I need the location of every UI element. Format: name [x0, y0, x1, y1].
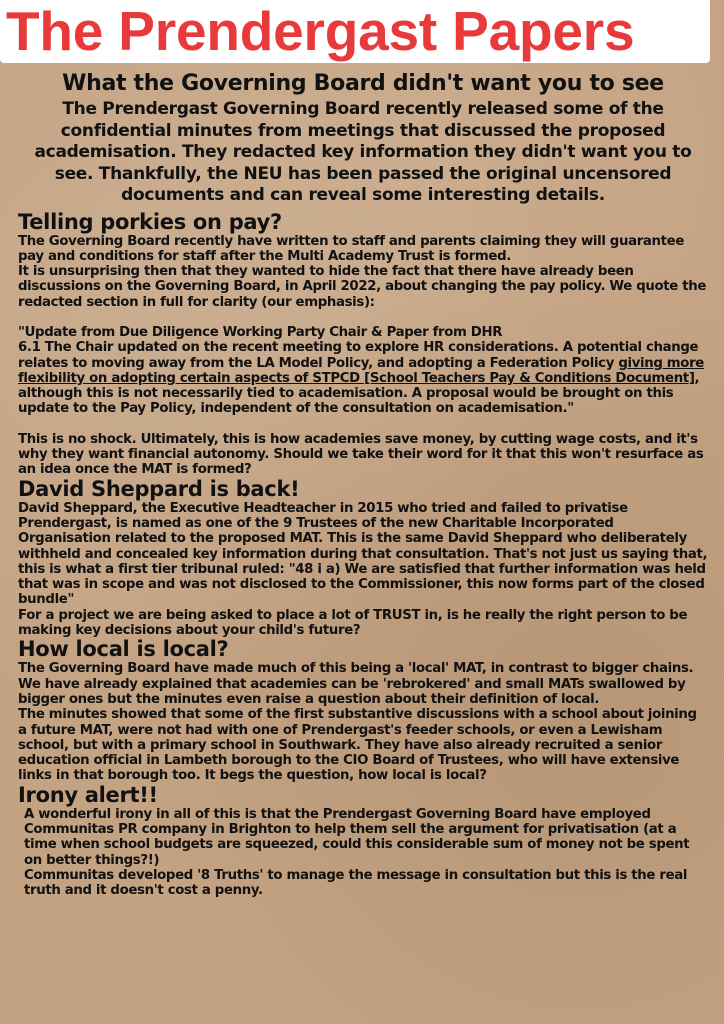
- irony-paragraph-1: A wonderful irony in all of this is that the Prendergast Governing Board have employed Communitas PR company in Brighton to help them sell the argument for privatisation (at a time when school budgets are squeezed, could this considerable sum of money not be spent on better things?!): [24, 806, 690, 868]
- section-local: [18, 638, 708, 783]
- pay-paragraph-3: This is no shock. Ultimately, this is how academies save money, by cutting wage costs, and it's why they want financial autonomy. Should we take their word for it that this won't resurface as an idea once the MAT is formed?: [18, 431, 704, 478]
- subtitle: What the Governing Board didn't want you to see: [62, 71, 664, 96]
- sheppard-paragraph-1: David Sheppard, the Executive Headteacher in 2015 who tried and failed to privatise Prendergast, is named as one of the 9 Trustees of the new Charitable Incorporated Organisation related to the proposed MAT. This is the same David Sheppard who deliberately withheld and concealed key information during that consultation. That's not just us saying that, this is what a first tier tribunal ruled: "48 i a) We are satisfied that further information was held that was in scope and was not disclosed to the Commissioner, this now forms part of the closed bundle": [18, 500, 708, 608]
- pay-paragraph-1: The Governing Board recently have written to staff and parents claiming they will guarantee pay and conditions for staff after the Multi Academy Trust is formed.: [18, 233, 684, 264]
- irony-paragraph-2: Communitas developed '8 Truths' to manage the message in consultation but this is the real truth and it doesn't cost a penny.: [24, 867, 688, 899]
- pay-quote-post: , although this is not necessarily tied to academisation. A proposal would be brought on this update to the Pay Policy, independent of the consultation on academisation.": [18, 370, 700, 417]
- section-heading-irony: Irony alert!!: [18, 782, 158, 807]
- irony-body: [24, 807, 708, 899]
- pay-quote-emphasis: giving more flexibility on adopting certain aspects of STPCD [School Teachers Pay & Conditions Document]: [18, 355, 704, 386]
- local-paragraph-2: The minutes showed that some of the first substantive discussions with a school about joining a future MAT, were not had with one of Prendergast's feeder schools, or even a Lewisham school, but with a primary school in Southwark. They have also already recruited a senior education official in Lambeth borough to the CIO Board of Trustees, who will have extensive links in that borough too. It begs the question, how local is local?: [18, 707, 697, 784]
- spacer: [18, 417, 708, 432]
- pay-paragraph-2: It is unsurprising then that they wanted to hide the fact that there have already been discussions on the Governing Board, in April 2022, about changing the pay policy. We quote the redacted section in full for clarity (our emphasis):: [18, 264, 707, 310]
- section-heading-local: How local is local?: [18, 637, 229, 662]
- sheppard-paragraph-2: For a project we are being asked to place a lot of TRUST in, is he really the right person to be making key decisions about your child's future?: [18, 607, 688, 639]
- intro-paragraph: The Prendergast Governing Board recently released some of the confidential minutes from meetings that discussed the proposed academisation. They redacted key information they didn't want you to see. Thankfully, the NEU has been passed the original uncensored documents and can reveal some interesting details.: [34, 99, 692, 205]
- pay-quote-body: [18, 340, 708, 416]
- title-banner: [0, 0, 710, 63]
- section-sheppard: [18, 478, 708, 639]
- section-irony: [18, 784, 708, 899]
- section-heading-sheppard: David Sheppard is back!: [18, 476, 300, 501]
- spacer: [18, 310, 708, 325]
- section-heading-pay: Telling porkies on pay?: [18, 209, 282, 234]
- article-body: [18, 70, 708, 898]
- pay-quote-heading: "Update from Due Diligence Working Party Chair & Paper from DHR: [18, 324, 503, 340]
- local-paragraph-1: The Governing Board have made much of this being a 'local' MAT, in contrast to bigger chains. We have already explained that academies can be 'rebrokered' and small MATs swallowed by bigger ones but the minutes even raise a question about their definition of local.: [18, 661, 694, 707]
- section-pay: [18, 211, 708, 478]
- newsletter-title: The Prendergast Papers: [6, 0, 635, 62]
- pay-quote-pre: 6.1 The Chair updated on the recent meeting to explore HR considerations. A potential change relates to moving away from the LA Model Policy, and adopting a Federation Policy: [18, 340, 699, 371]
